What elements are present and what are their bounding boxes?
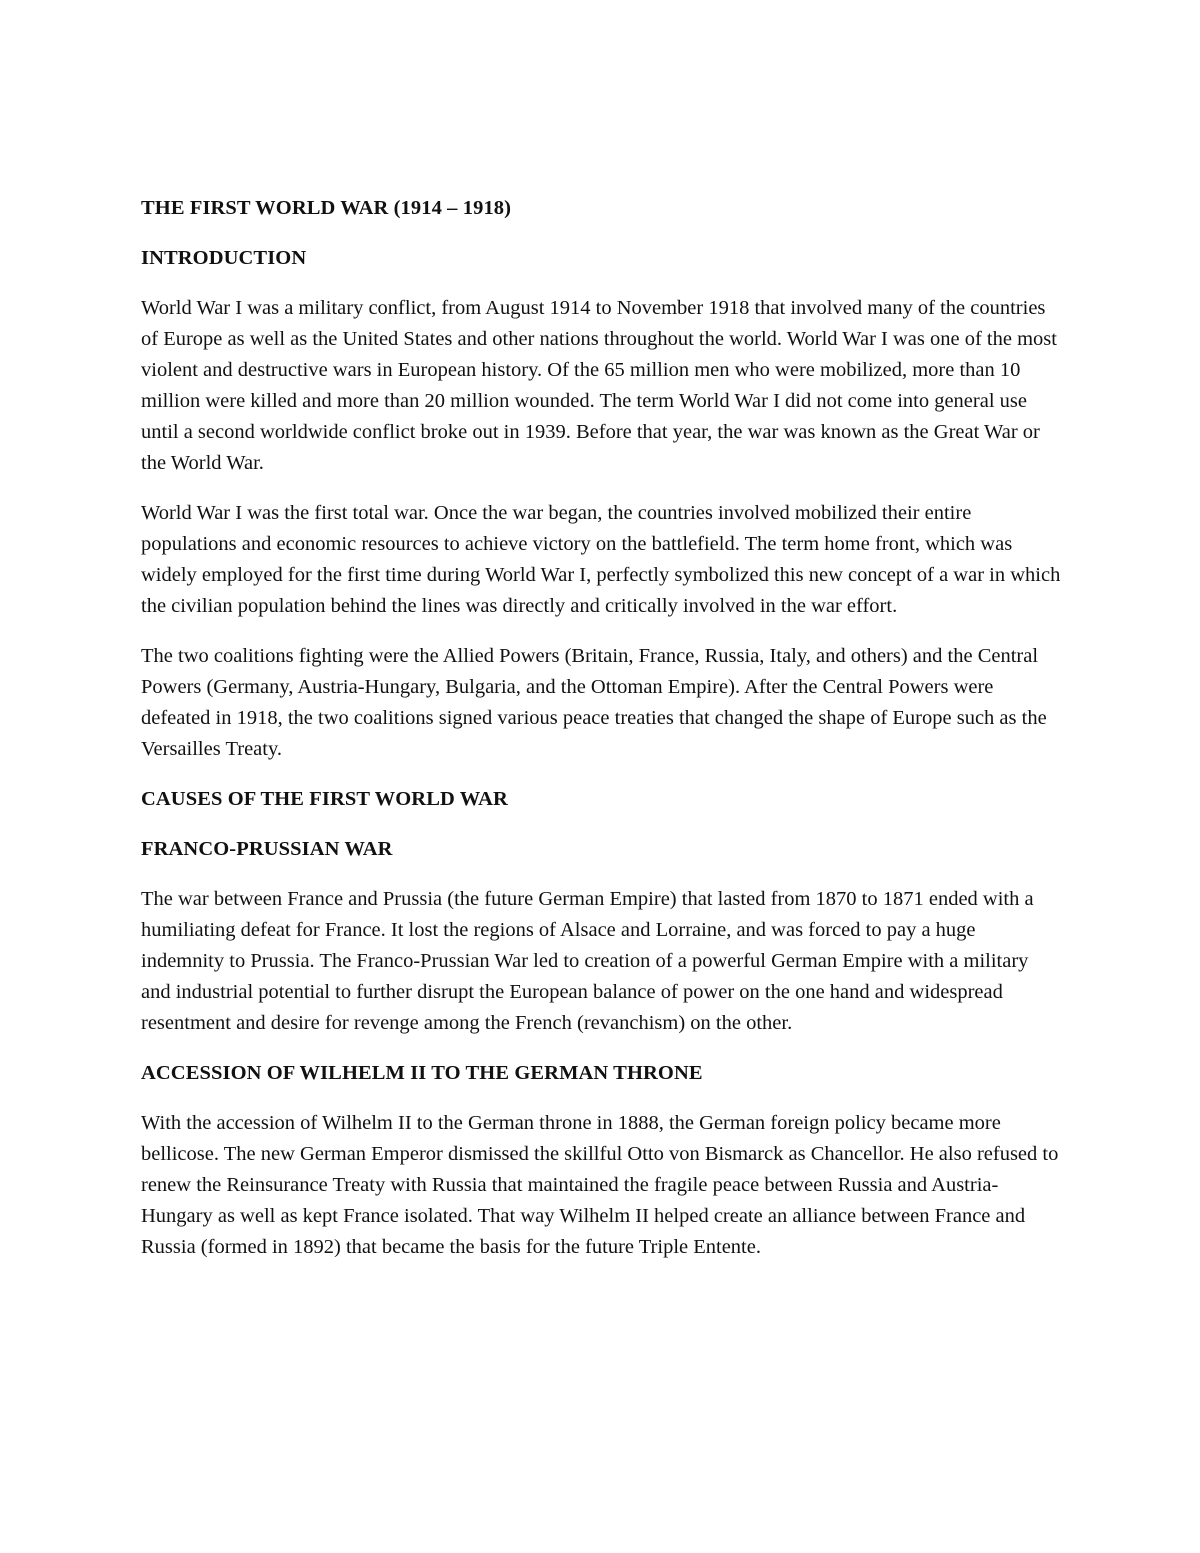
paragraph: World War I was the first total war. Once the war began, the countries involved mobilized their entire populations and economic resources to achieve victory on the battlefield. The term home front, which was widely employed for the first time during World War I, perfectly symbolized this new concept of a war in which the civilian population behind the lines was directly and critically involved in the war effort. xyxy=(141,502,1061,617)
document-body xyxy=(141,193,1061,1282)
paragraph: With the accession of Wilhelm II to the German throne in 1888, the German foreign policy became more bellicose. The new German Emperor dismissed the skillful Otto von Bismarck as Chancellor. He also refused to renew the Reinsurance Treaty with Russia that maintained the fragile peace between Russia and Austria-Hungary as well as kept France isolated. That way Wilhelm II helped create an alliance between France and Russia (formed in 1892) that became the basis for the future Triple Entente. xyxy=(141,1112,1059,1258)
section-heading-franco-prussian-war: FRANCO-PRUSSIAN WAR xyxy=(141,838,393,860)
section-heading-introduction: INTRODUCTION xyxy=(141,247,307,269)
section-heading-wilhelm-ii: ACCESSION OF WILHELM II TO THE GERMAN THRONE xyxy=(141,1062,703,1084)
document-title: THE FIRST WORLD WAR (1914 – 1918) xyxy=(141,197,512,219)
paragraph: The war between France and Prussia (the future German Empire) that lasted from 1870 to 1871 ended with a humiliating defeat for France. It lost the regions of Alsace and Lorraine, and was forced to pay a huge indemnity to Prussia. The Franco-Prussian War led to creation of a powerful German Empire with a military and industrial potential to further disrupt the European balance of power on the one hand and widespread resentment and desire for revenge among the French (revanchism) on the other. xyxy=(141,888,1034,1034)
paragraph: World War I was a military conflict, from August 1914 to November 1918 that involved many of the countries of Europe as well as the United States and other nations throughout the world. World War I was one of the most violent and destructive wars in European history. Of the 65 million men who were mobilized, more than 10 million were killed and more than 20 million wounded. The term World War I did not come into general use until a second worldwide conflict broke out in 1939. Before that year, the war was known as the Great War or the World War. xyxy=(141,297,1057,474)
section-heading-causes: CAUSES OF THE FIRST WORLD WAR xyxy=(141,788,508,810)
paragraph: The two coalitions fighting were the Allied Powers (Britain, France, Russia, Italy, and others) and the Central Powers (Germany, Austria-Hungary, Bulgaria, and the Ottoman Empire). After the Central Powers were defeated in 1918, the two coalitions signed various peace treaties that changed the shape of Europe such as the Versailles Treaty. xyxy=(141,645,1047,760)
